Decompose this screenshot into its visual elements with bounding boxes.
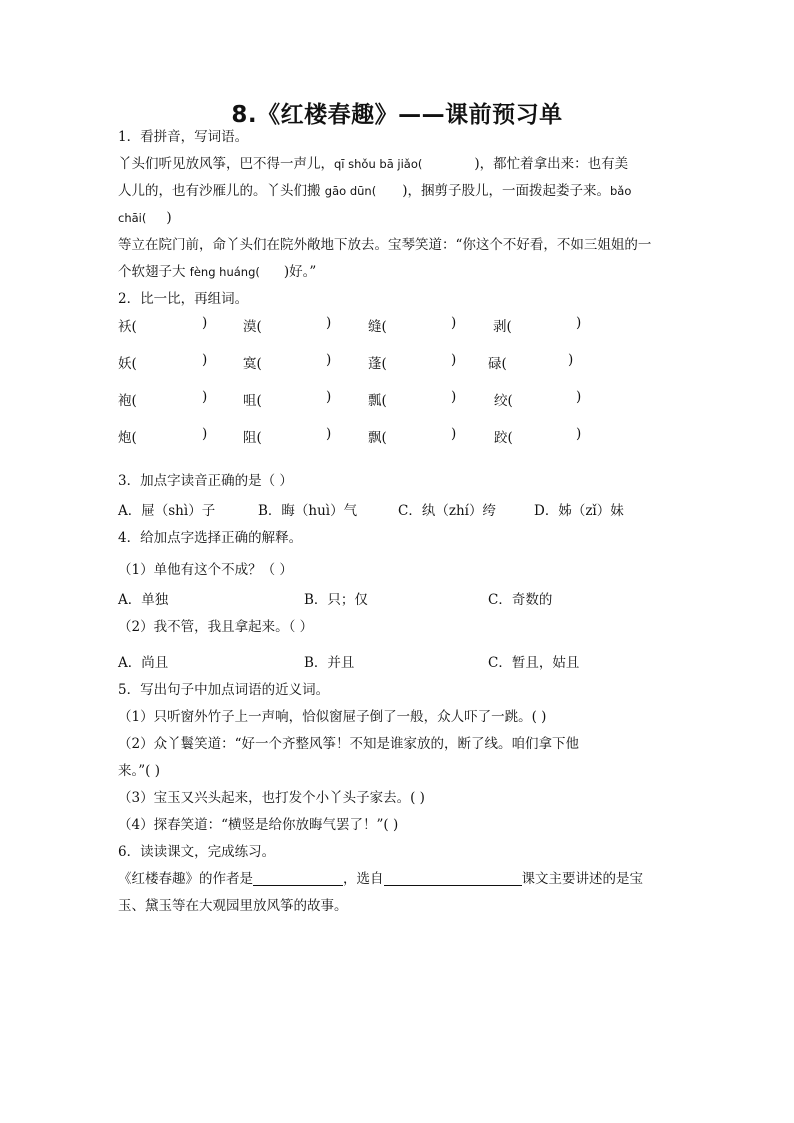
q6-text: 《红楼春趣》的作者是 <box>118 871 253 887</box>
compare-char: 袄( <box>118 319 137 335</box>
compare-char: 跤( <box>494 430 513 446</box>
compare-close: ) <box>202 315 208 331</box>
compare-close: ) <box>451 315 457 331</box>
compare-char: 缝( <box>368 319 387 335</box>
q1-text: )，都忙着拿出来：也有美 <box>474 156 629 172</box>
q1-text: )，捆剪子股儿，一面拨起娄子来。 <box>402 183 610 199</box>
q6-line-2: 玉、黛玉等在大观园里放风筝的故事。 <box>118 898 348 914</box>
q1-heading: 1．看拼音，写词语。 <box>118 129 249 145</box>
q1-line-3 <box>118 205 678 232</box>
compare-char: 剥( <box>493 319 512 335</box>
q1-text: 人儿的，也有沙雁儿的。丫头们搬 <box>118 183 321 199</box>
compare-char: 漠( <box>243 319 262 335</box>
compare-close: ) <box>568 352 574 368</box>
q4-1-option-b[interactable]: B．只；仅 <box>304 592 368 608</box>
worksheet-content <box>118 124 678 920</box>
q1-line-4: 等立在院门前，命丫头们在院外敞地下放去。宝琴笑道：“你这个不好看，不如三姐姐的一 <box>118 237 652 253</box>
q5-sentence-1: （1）只听窗外竹子上一声响，恰似窗屉子倒了一般，众人吓了一跳。( ) <box>118 709 547 725</box>
q5-sentence-3: （3）宝玉又兴头起来，也打发个小丫头子家去。( ) <box>118 790 425 806</box>
compare-char: 袍( <box>118 393 137 409</box>
author-blank[interactable] <box>253 870 343 886</box>
q4-heading: 4．给加点字选择正确的解释。 <box>118 530 303 546</box>
q6-text: ，选自 <box>343 871 384 887</box>
compare-close: ) <box>451 389 457 405</box>
compare-close: ) <box>576 389 582 405</box>
compare-char: 碌( <box>488 356 507 372</box>
q1-line-5 <box>118 259 678 286</box>
q4-sentence-2: （2）我不管，我且拿起来。（ ） <box>118 619 314 635</box>
compare-char: 妖( <box>118 356 137 372</box>
compare-char: 寞( <box>243 356 262 372</box>
pinyin-prompt: bǎo <box>609 184 632 198</box>
q4-options-2 <box>118 651 678 677</box>
q1-text: 丫头们听见放风筝，巴不得一声儿， <box>118 156 334 172</box>
compare-char: 炮( <box>118 430 137 446</box>
q3-option-c[interactable]: C．纨（zhí）绔 <box>398 503 496 519</box>
compare-grid <box>118 315 678 463</box>
q1-text: ) <box>166 210 172 226</box>
compare-close: ) <box>326 389 332 405</box>
compare-close: ) <box>326 426 332 442</box>
q4-options-1 <box>118 588 678 614</box>
q6-line-1 <box>118 866 678 893</box>
q5-sentence-4: （4）探春笑道：“横竖是给你放晦气罢了！”( ) <box>118 817 399 833</box>
compare-char: 咀( <box>243 393 262 409</box>
q3-option-b[interactable]: B．晦（huì）气 <box>258 503 358 519</box>
pinyin-prompt: fèng huáng( <box>189 265 260 279</box>
compare-close: ) <box>202 389 208 405</box>
compare-char: 瓢( <box>368 393 387 409</box>
q4-2-option-c[interactable]: C．暂且，姑且 <box>488 655 580 671</box>
q3-heading: 3．加点字读音正确的是（ ） <box>118 473 293 489</box>
q6-heading: 6．读读课文，完成练习。 <box>118 844 276 860</box>
page-title: 8.《红楼春趣》——课前预习单 <box>231 102 563 128</box>
compare-char: 绞( <box>494 393 513 409</box>
q6-text: 课文主要讲述的是宝 <box>521 871 643 887</box>
q4-sentence-1: （1）单他有这个不成？（ ） <box>118 562 293 578</box>
compare-close: ) <box>576 426 582 442</box>
q1-text: 个软翅子大 <box>118 264 186 280</box>
q4-1-option-a[interactable]: A．单独 <box>118 592 169 608</box>
compare-close: ) <box>326 315 332 331</box>
q1-text: )好。” <box>283 264 317 280</box>
compare-close: ) <box>326 352 332 368</box>
q5-sentence-2: （2）众丫鬟笑道：“好一个齐整风筝！不知是谁家放的，断了线。咱们拿下他 <box>118 736 579 752</box>
compare-close: ) <box>576 315 582 331</box>
compare-close: ) <box>202 352 208 368</box>
q3-options <box>118 499 678 525</box>
q4-2-option-b[interactable]: B．并且 <box>304 655 355 671</box>
pinyin-prompt: chāi( <box>118 211 147 225</box>
pinyin-prompt: gāo dūn( <box>324 184 377 198</box>
q5-heading: 5．写出句子中加点词语的近义词。 <box>118 682 330 698</box>
compare-close: ) <box>202 426 208 442</box>
q5-sentence-2-cont: 来。”( ) <box>118 763 160 779</box>
pinyin-prompt: qī shǒu bā jiǎo( <box>334 157 423 171</box>
compare-char: 阻( <box>243 430 262 446</box>
q1-line-1 <box>118 151 678 178</box>
compare-close: ) <box>451 426 457 442</box>
q2-heading: 2．比一比，再组词。 <box>118 291 249 307</box>
q1-line-2 <box>118 178 678 205</box>
source-blank[interactable] <box>384 870 522 886</box>
q3-option-a[interactable]: A．屉（shì）子 <box>118 503 216 519</box>
compare-char: 蓬( <box>368 356 387 372</box>
compare-char: 飘( <box>368 430 387 446</box>
q3-option-d[interactable]: D．姊（zǐ）妹 <box>534 503 624 519</box>
q4-1-option-c[interactable]: C．奇数的 <box>488 592 553 608</box>
q4-2-option-a[interactable]: A．尚且 <box>118 655 169 671</box>
compare-close: ) <box>451 352 457 368</box>
